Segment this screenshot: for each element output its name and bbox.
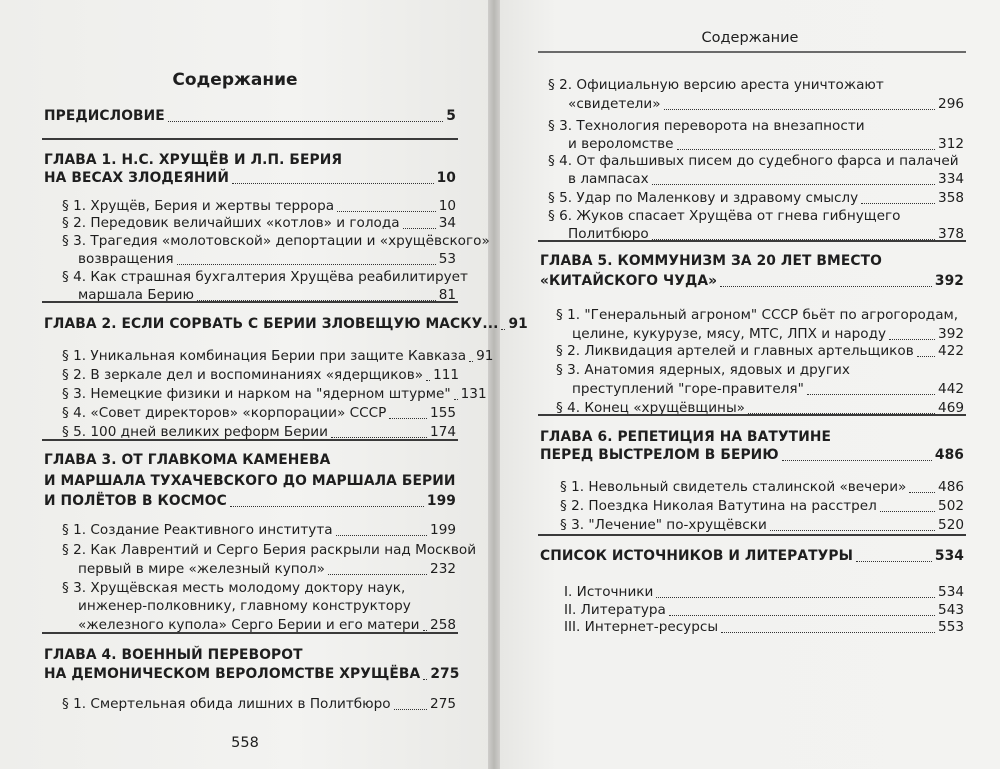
toc-section-line [548,117,964,136]
dot-leader [669,615,935,616]
toc-entry-text: § 2. Официальную версию ареста уничтожают [548,77,884,93]
toc-section-line [62,521,456,540]
toc-section-line [62,404,456,423]
toc-section-line [62,268,468,287]
toc-entry-text: ГЛАВА 3. ОТ ГЛАВКОМА КАМЕНЕВА [44,452,331,468]
toc-section-line [78,597,456,616]
toc-page-number: 91 [476,348,494,364]
toc-section-line [560,478,964,497]
toc-entry-text: ГЛАВА 5. КОММУНИЗМ ЗА 20 ЛЕТ ВМЕСТО [540,253,882,269]
toc-section-line [62,347,494,366]
chapter-separator-rule [538,240,966,242]
toc-page-number: 534 [938,584,964,600]
toc-entry-text: § 5. Удар по Маленкову и здравому смыслу [548,190,859,206]
toc-entry-text: инженер-полковнику, главному конструктору [78,598,411,614]
toc-chapter-line [44,451,456,470]
toc-entry-text: § 1. Уникальная комбинация Берии при защите Кавказа [62,348,467,364]
dot-leader [880,511,935,512]
toc-entry-text: «железного купола» Серго Берии и его матери [78,617,420,633]
toc-section-line [560,516,964,535]
dot-leader [861,203,935,204]
dot-leader [770,530,935,531]
toc-entry-text: НА ВЕСАХ ЗЛОДЕЯНИЙ [44,170,229,186]
toc-page-number: 5 [446,108,456,124]
toc-section-line [62,541,477,560]
dot-leader [423,679,427,680]
toc-entry-text: ГЛАВА 1. Н.С. ХРУЩЁВ И Л.П. БЕРИЯ [44,152,343,168]
toc-chapter-line [540,428,964,447]
toc-entry-text: «свидетели» [568,96,661,112]
toc-entry-text: маршала Берию [78,287,194,303]
toc-page-number: 312 [938,136,964,152]
toc-entry-text: § 1. Создание Реактивного института [62,522,333,538]
toc-entry-text: § 3. Немецкие физики и нарком на "ядерном штурме" [62,386,451,402]
toc-entry-text: § 2. Поездка Николая Ватутина на расстрел [560,498,877,514]
dot-leader [177,264,436,265]
toc-entry-text: возвращения [78,251,174,267]
toc-entry-text: целине, кукурузе, мясу, МТС, ЛПХ и народу [572,326,887,342]
toc-entry-text: § 1. Хрущёв, Берия и жертвы террора [62,198,335,214]
toc-entry-text: II. Литература [564,602,666,618]
toc-entry-text: ПЕРЕД ВЫСТРЕЛОМ В БЕРИЮ [540,447,779,463]
toc-page-number: 199 [430,522,456,538]
toc-entry-text: I. Источники [564,584,654,600]
toc-page-number: 486 [934,447,964,463]
toc-page-number: 296 [938,96,964,112]
toc-chapter-line [44,665,460,684]
toc-page-number: 469 [938,400,964,416]
toc-page-number: 334 [938,171,964,187]
dot-leader [652,184,935,185]
toc-page-number: 520 [938,517,964,533]
toc-page-number: 155 [430,405,456,421]
toc-chapter-line [44,107,456,126]
dot-leader [336,535,427,536]
dot-leader [426,380,430,381]
toc-page-number: 131 [460,386,487,402]
toc-entry-text: § 2. Передовик величайших «котлов» и голода [62,215,400,231]
dot-leader [469,361,473,362]
toc-chapter-line [44,492,456,511]
dot-leader [168,121,443,122]
toc-section-line [564,583,964,602]
dot-leader [889,339,935,340]
toc-page-number: 543 [938,602,964,618]
toc-section-line [62,232,490,251]
dot-leader [917,356,935,357]
toc-entry-text: ПРЕДИСЛОВИЕ [44,108,165,124]
toc-section-line [78,250,456,269]
toc-page-number: 111 [433,367,460,383]
toc-entry-text: § 3. Хрущёвская месть молодому доктору наук, [62,580,406,596]
dot-leader [394,709,427,710]
toc-entry-text: И ПОЛЁТОВ В КОСМОС [44,493,227,509]
toc-page-number: 10 [438,198,456,214]
toc-chapter-line [44,151,456,170]
toc-chapter-line [540,446,964,465]
dot-leader [656,597,935,598]
toc-entry-text: ГЛАВА 4. ВОЕННЫЙ ПЕРЕВОРОТ [44,647,303,663]
toc-page-number: 358 [938,190,964,206]
toc-page-number: 378 [938,226,964,242]
toc-title: Содержание [172,70,298,90]
dot-leader [721,632,935,633]
toc-entry-text: § 3. Анатомия ядерных, ядовых и других [556,362,850,378]
toc-entry-text: § 4. Как страшная бухгалтерия Хрущёва реабилитирует [62,269,468,285]
toc-entry-text: ГЛАВА 2. ЕСЛИ СОРВАТЬ С БЕРИИ ЗЛОВЕЩУЮ МАСКУ... [44,316,499,332]
toc-entry-text: § 6. Жуков спасает Хрущёва от гнева гибнущего [548,208,901,224]
toc-entry-text: ГЛАВА 6. РЕПЕТИЦИЯ НА ВАТУТИНЕ [540,429,832,445]
toc-entry-text: § 2. Как Лаврентий и Серго Берия раскрыли над Москвой [62,542,477,558]
chapter-separator-rule [538,414,966,416]
dot-leader [664,109,936,110]
toc-page-number: 53 [438,251,456,267]
toc-entry-text: § 4. Конец «хрущёвщины» [556,400,745,416]
running-head-rule [538,51,966,53]
toc-page-number: 81 [438,287,456,303]
toc-section-line [548,207,964,226]
toc-page-number: 553 [938,619,964,635]
toc-chapter-line [44,646,456,665]
toc-page-number: 534 [934,548,964,564]
dot-leader [328,574,427,575]
toc-chapter-line [44,315,528,334]
toc-section-line [572,380,964,399]
toc-page-number: 275 [430,696,456,712]
toc-page-number: 392 [934,273,964,289]
toc-entry-text: НА ДЕМОНИЧЕСКОМ ВЕРОЛОМСТВЕ ХРУЩЁВА [44,666,421,682]
toc-section-line [560,497,964,516]
toc-entry-text: § 2. Ликвидация артелей и главных артельщиков [556,343,914,359]
dot-leader [677,149,936,150]
toc-section-line [548,76,964,95]
toc-section-line [62,214,456,233]
dot-leader [782,460,932,461]
toc-entry-text: § 3. Технология переворота на внезапности [548,118,865,134]
dot-leader [909,492,935,493]
dot-leader [331,437,427,438]
dot-leader [230,506,424,507]
dot-leader [856,561,932,562]
toc-page-number: 275 [430,666,460,682]
toc-section-line [556,306,964,325]
toc-section-line [548,152,964,171]
dot-leader [389,418,427,419]
dot-leader [501,329,505,330]
toc-chapter-line [540,272,964,291]
toc-entry-text: § 4. От фальшивых писем до судебного фарса и палачей [548,153,959,169]
toc-page-number: 392 [938,326,964,342]
toc-entry-text: И МАРШАЛА ТУХАЧЕВСКОГО ДО МАРШАЛА БЕРИИ [44,473,456,489]
toc-entry-text: и вероломстве [568,136,674,152]
dot-leader [403,228,436,229]
chapter-separator-rule [42,138,458,140]
toc-section-line [62,366,460,385]
toc-section-line [568,95,964,114]
toc-section-line [548,189,964,208]
toc-entry-text: § 3. Трагедия «молотовской» депортации и «хрущёвского» [62,233,490,249]
toc-chapter-line [44,472,456,491]
toc-section-line [78,560,456,579]
dot-leader [807,394,935,395]
toc-section-line [564,618,964,637]
toc-chapter-line [44,169,456,188]
page-number: 558 [231,735,259,751]
toc-page-number: 232 [430,561,456,577]
toc-page-number: 422 [938,343,964,359]
running-head: Содержание [701,30,799,46]
toc-entry-text: преступлений "горе-правителя" [572,381,804,397]
toc-section-line [62,695,456,714]
chapter-separator-rule [42,439,458,441]
toc-entry-text: § 1. Невольный свидетель сталинской «вечери» [560,479,907,495]
toc-page-number: 199 [426,493,456,509]
toc-section-line [62,385,487,404]
chapter-separator-rule [42,632,458,634]
toc-entry-text: § 2. В зеркале дел и воспоминаниях «ядерщиков» [62,367,424,383]
toc-entry-text: Политбюро [568,226,649,242]
toc-entry-text: § 4. «Совет директоров» «корпорации» СССР [62,405,387,421]
dot-leader [232,183,434,184]
toc-page-number: 174 [430,424,456,440]
dot-leader [720,286,932,287]
toc-section-line [556,361,964,380]
chapter-separator-rule [538,534,966,536]
toc-page-number: 91 [508,316,528,332]
toc-page-number: 10 [436,170,456,186]
toc-entry-text: § 3. "Лечение" по-хрущёвски [560,517,767,533]
toc-entry-text: «КИТАЙСКОГО ЧУДА» [540,273,718,289]
toc-entry-text: первый в мире «железный купол» [78,561,325,577]
toc-entry-text: § 1. "Генеральный агроном" СССР бьёт по агрогородам, [556,307,959,323]
chapter-separator-rule [42,301,458,303]
dot-leader [423,630,428,631]
toc-page-number: 486 [938,479,964,495]
toc-page-number: 34 [438,215,456,231]
toc-chapter-line [540,252,964,271]
toc-entry-text: III. Интернет-ресурсы [564,619,719,635]
toc-page-number: 502 [938,498,964,514]
toc-page-number: 258 [430,617,456,633]
dot-leader [454,399,458,400]
toc-entry-text: § 5. 100 дней великих реформ Берии [62,424,328,440]
dot-leader [337,211,436,212]
toc-entry-text: § 1. Смертельная обида лишних в Политбюро [62,696,391,712]
toc-entry-text: в лампасах [568,171,649,187]
toc-section-line [62,579,456,598]
toc-page-number: 442 [938,381,964,397]
toc-section-line [568,170,964,189]
toc-entry-text: СПИСОК ИСТОЧНИКОВ И ЛИТЕРАТУРЫ [540,548,853,564]
toc-chapter-line [540,547,964,566]
toc-section-line [556,342,964,361]
book-gutter [488,0,500,769]
